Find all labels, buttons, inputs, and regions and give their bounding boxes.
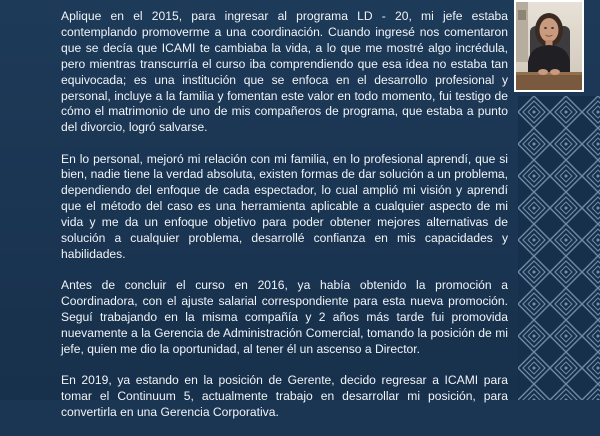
decorative-side-panel xyxy=(518,96,600,400)
portrait-frame xyxy=(514,0,584,92)
diamond-pattern-icon xyxy=(518,96,600,400)
paragraph-1: Aplique en el 2015, para ingresar al programa LD - 20, mi jefe estaba contemplando promoverme a una coordinación. Cuando ingresé nos comentaron que se decía que ICAMI te cambiaba la vida, a lo que me mostré algo incrédula, pero mientras transcurría el curso iba comprendiendo que esa idea no estaba tan equivocada; es una institución que se enfoca en el desarrollo profesional y personal, incluye a la familia y fomentan este valor en todo momento, fui testigo de cómo el matrimonio de uno de mis compañeros de programa, que estaba a punto del divorcio, logró salvarse. xyxy=(61,9,508,135)
paragraph-3: Antes de concluir el curso en 2016, ya había obtenido la promoción a Coordinadora, con el ajuste salarial correspondiente para esta nueva promoción. Seguí trabajando en la misma compañía y 2 años más tarde fui promovida nuevamente a la Gerencia de Administración Comercial, tomando la posición de mi jefe, quien me dio la oportunidad, al tener él un ascenso a Director. xyxy=(61,278,508,356)
paragraph-4: En 2019, ya estando en la posición de Gerente, decido regresar a ICAMI para tomar el Continuum 5, actualmente trabajo en desarrollar mi posición, para convertirla en una Gerencia Corporativa. xyxy=(61,373,508,419)
testimonial-text xyxy=(61,9,508,436)
portrait-photo-icon xyxy=(516,2,582,90)
paragraph-2: En lo personal, mejoró mi relación con mi familia, en lo profesional aprendí, que si bien, nadie tiene la verdad absoluta, existen formas de dar solución a un problema, dependiendo del enfoque de cada espectador, lo cual amplió mi visión y aprendí que el método del caso es una herramienta aplicable a cualquier aspecto de mi vida y me da un enfoque objetivo para poder obtener mejores alternativas de solución a cualquier problema, desarrollé confianza en mis capacidades y habilidades. xyxy=(61,151,508,261)
